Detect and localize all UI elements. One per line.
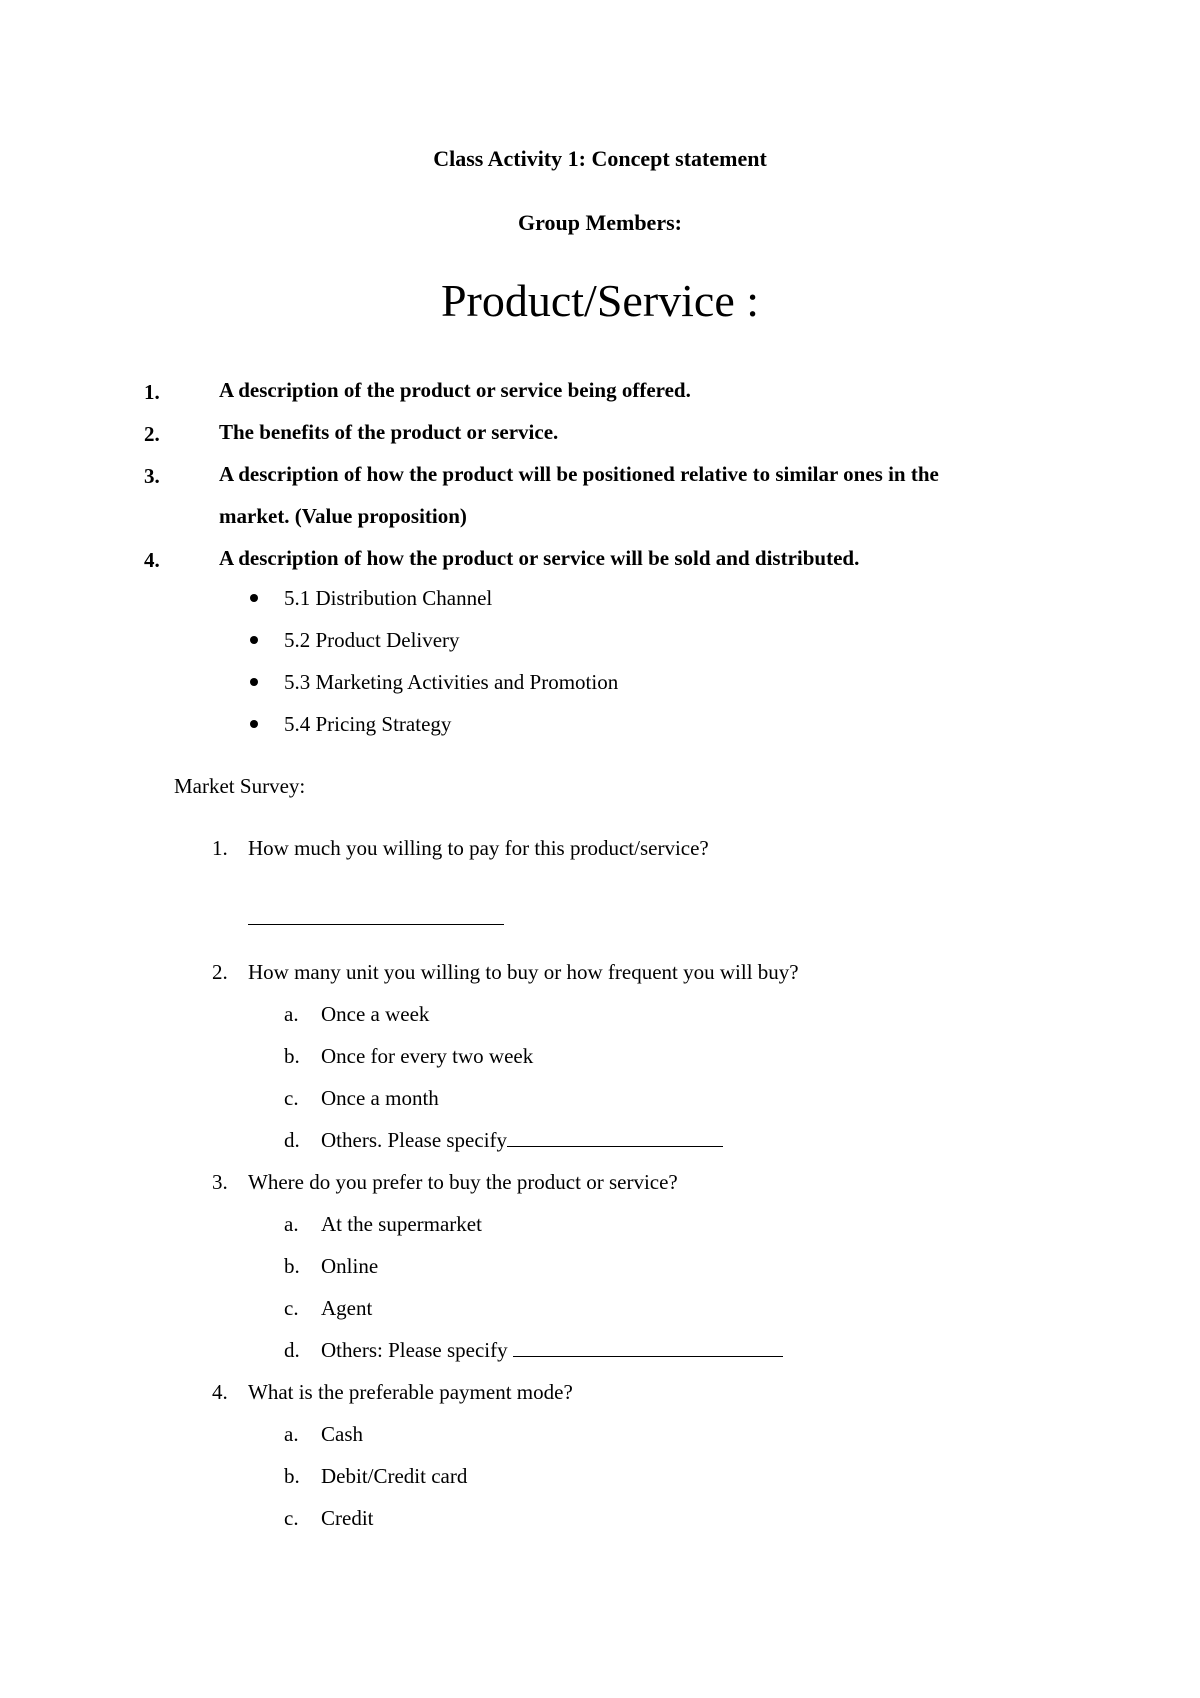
list-number: 2. — [144, 422, 160, 446]
product-service-heading: Product/Service : — [440, 275, 760, 326]
bullet-icon — [250, 636, 258, 644]
list-number: 4. — [144, 548, 160, 572]
specify-blank[interactable] — [507, 1145, 723, 1147]
list-text-continued: market. (Value proposition) — [219, 504, 467, 528]
bullet-text: 5.2 Product Delivery — [284, 628, 460, 652]
group-members-label: Group Members: — [518, 210, 682, 235]
survey-heading: Market Survey: — [174, 774, 306, 798]
bullet-text: 5.4 Pricing Strategy — [284, 712, 452, 736]
option-text[interactable]: Cash — [321, 1422, 363, 1446]
option-letter: c. — [284, 1086, 299, 1110]
option-label: Others: Please specify — [321, 1338, 508, 1362]
option-text[interactable] — [321, 1340, 783, 1361]
question-text: What is the preferable payment mode? — [248, 1380, 573, 1404]
list-number: 3. — [144, 464, 160, 488]
option-text[interactable]: Online — [321, 1254, 379, 1278]
option-text[interactable]: Debit/Credit card — [321, 1464, 468, 1488]
option-text[interactable]: Once for every two week — [321, 1044, 534, 1068]
bullet-text: 5.1 Distribution Channel — [284, 586, 493, 610]
option-text[interactable]: At the supermarket — [321, 1212, 482, 1236]
answer-blank[interactable] — [248, 924, 504, 925]
specify-blank[interactable] — [513, 1355, 783, 1357]
question-text: Where do you prefer to buy the product or service? — [248, 1170, 678, 1194]
option-text[interactable]: Once a week — [321, 1002, 430, 1026]
bullet-icon — [250, 594, 258, 602]
option-letter: b. — [284, 1254, 300, 1278]
question-number: 2. — [212, 960, 228, 984]
option-letter: c. — [284, 1506, 299, 1530]
option-text[interactable]: Credit — [321, 1506, 374, 1530]
option-letter: a. — [284, 1422, 299, 1446]
question-text: How much you willing to pay for this product/service? — [248, 836, 709, 860]
question-number: 4. — [212, 1380, 228, 1404]
bullet-text: 5.3 Marketing Activities and Promotion — [284, 670, 619, 694]
option-letter: d. — [284, 1128, 300, 1152]
question-text: How many unit you willing to buy or how frequent you will buy? — [248, 960, 799, 984]
option-letter: a. — [284, 1002, 299, 1026]
option-letter: a. — [284, 1212, 299, 1236]
option-letter: c. — [284, 1296, 299, 1320]
list-text: A description of the product or service being offered. — [219, 378, 691, 402]
option-text[interactable]: Once a month — [321, 1086, 439, 1110]
list-text: The benefits of the product or service. — [219, 420, 559, 444]
option-letter: d. — [284, 1338, 300, 1362]
bullet-icon — [250, 720, 258, 728]
option-label: Others. Please specify — [321, 1128, 508, 1152]
list-number: 1. — [144, 380, 160, 404]
option-text[interactable]: Agent — [321, 1296, 373, 1320]
option-text[interactable] — [321, 1130, 723, 1151]
option-letter: b. — [284, 1044, 300, 1068]
question-number: 1. — [212, 836, 228, 860]
bullet-icon — [250, 678, 258, 686]
list-text: A description of how the product will be positioned relative to similar ones in the — [219, 462, 939, 486]
list-text: A description of how the product or service will be sold and distributed. — [219, 546, 860, 570]
question-number: 3. — [212, 1170, 228, 1194]
option-letter: b. — [284, 1464, 300, 1488]
document-title: Class Activity 1: Concept statement — [433, 146, 767, 171]
